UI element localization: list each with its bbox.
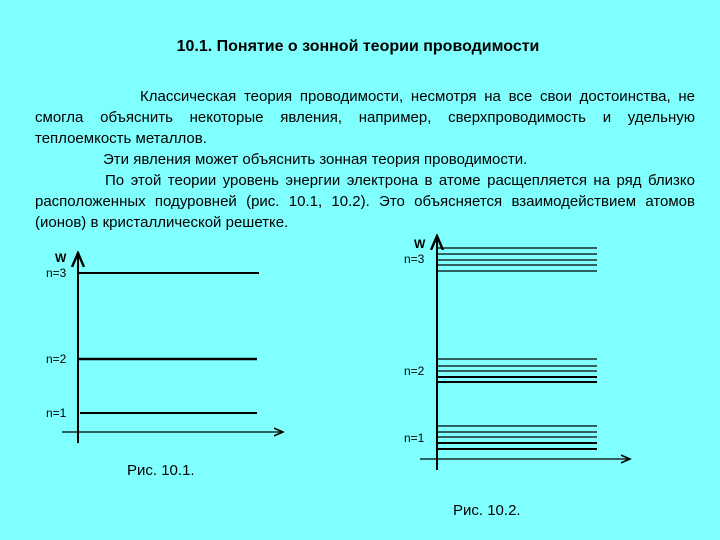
figure-1-caption: Рис. 10.1. bbox=[127, 462, 195, 479]
level-label-n2: n=2 bbox=[404, 364, 425, 378]
figure-2-caption: Рис. 10.2. bbox=[453, 502, 521, 519]
paragraph-2: Эти явления может объяснить зонная теория проводимости. bbox=[103, 151, 528, 168]
level-label-n3: n=3 bbox=[46, 266, 67, 280]
level-label-n1: n=1 bbox=[46, 406, 67, 420]
level-label-n1: n=1 bbox=[404, 431, 425, 445]
level-label-n2: n=2 bbox=[46, 352, 67, 366]
w-axis-label: W bbox=[55, 251, 67, 265]
level-label-n3: n=3 bbox=[404, 252, 425, 266]
slide-title-text: 10.1. Понятие о зонной теории проводимости bbox=[176, 38, 540, 55]
figure-2-diagram bbox=[404, 236, 630, 470]
figure-1-diagram bbox=[46, 251, 283, 443]
paragraph-1: Классическая теория проводимости, несмотря на все свои достоинства, не смогла объяснить некоторые явления, например, сверхпроводимость и удельную теплоемкость металлов. bbox=[35, 88, 695, 147]
w-axis-label: W bbox=[414, 237, 426, 251]
paragraph-3: По этой теории уровень энергии электрона в атоме расщепляется на ряд близко расположенных подуровней (рис. 10.1, 10.2). Это объясняется взаимодействием атомов (ионов) в кристаллической решетке. bbox=[35, 172, 695, 231]
